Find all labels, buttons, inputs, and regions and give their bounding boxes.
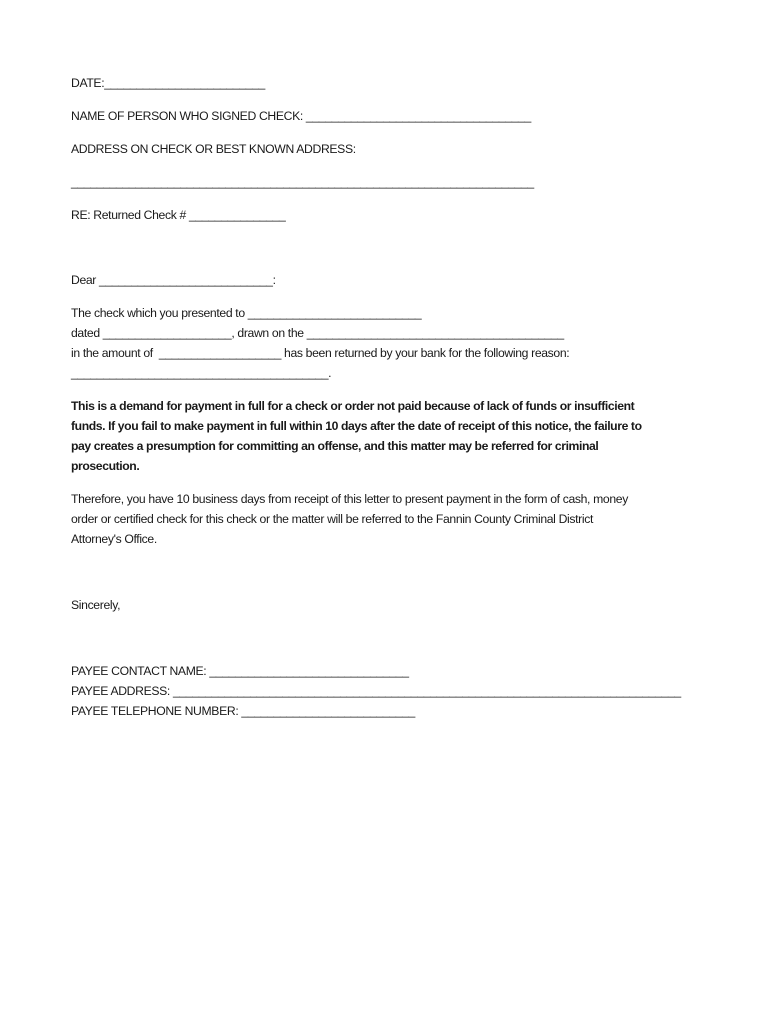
closing-sincerely: Sincerely, <box>71 598 121 612</box>
salutation: Dear ___________________________: <box>71 273 276 287</box>
signer-name-line: NAME OF PERSON WHO SIGNED CHECK: ___________________________________ <box>71 109 531 123</box>
date-line: DATE:_________________________ <box>71 76 265 90</box>
demand-paragraph-line-1: This is a demand for payment in full for a check or order not paid because of lack of funds or insufficient <box>71 399 635 413</box>
re-returned-check-line: RE: Returned Check # _______________ <box>71 208 286 222</box>
demand-paragraph-line-3: pay creates a presumption for committing an offense, and this matter may be referred for criminal <box>71 439 599 453</box>
payee-contact-name-line: PAYEE CONTACT NAME: _______________________________ <box>71 664 409 678</box>
demand-paragraph-line-4: prosecution. <box>71 459 140 473</box>
payee-telephone-line: PAYEE TELEPHONE NUMBER: ___________________________ <box>71 704 415 718</box>
therefore-paragraph-line-1: Therefore, you have 10 business days from receipt of this letter to present payment in the form of cash, money <box>71 492 628 506</box>
payee-address-line: PAYEE ADDRESS: _______________________________________________________________________________ <box>71 684 681 698</box>
address-blank-line: ________________________________________________________________________ <box>71 175 534 189</box>
check-reason-line: ________________________________________. <box>71 366 332 380</box>
therefore-paragraph-line-2: order or certified check for this check or the matter will be referred to the Fannin County Criminal District <box>71 512 594 526</box>
therefore-paragraph-line-3: Attorney's Office. <box>71 532 157 546</box>
check-presented-line: The check which you presented to ___________________________ <box>71 306 422 320</box>
address-label: ADDRESS ON CHECK OR BEST KNOWN ADDRESS: <box>71 142 356 156</box>
demand-paragraph-line-2: funds. If you fail to make payment in full within 10 days after the date of receipt of this notice, the failure to <box>71 419 642 433</box>
check-dated-line: dated ____________________, drawn on the ________________________________________ <box>71 326 564 340</box>
check-amount-line: in the amount of ___________________ has been returned by your bank for the following reason: <box>71 346 570 360</box>
